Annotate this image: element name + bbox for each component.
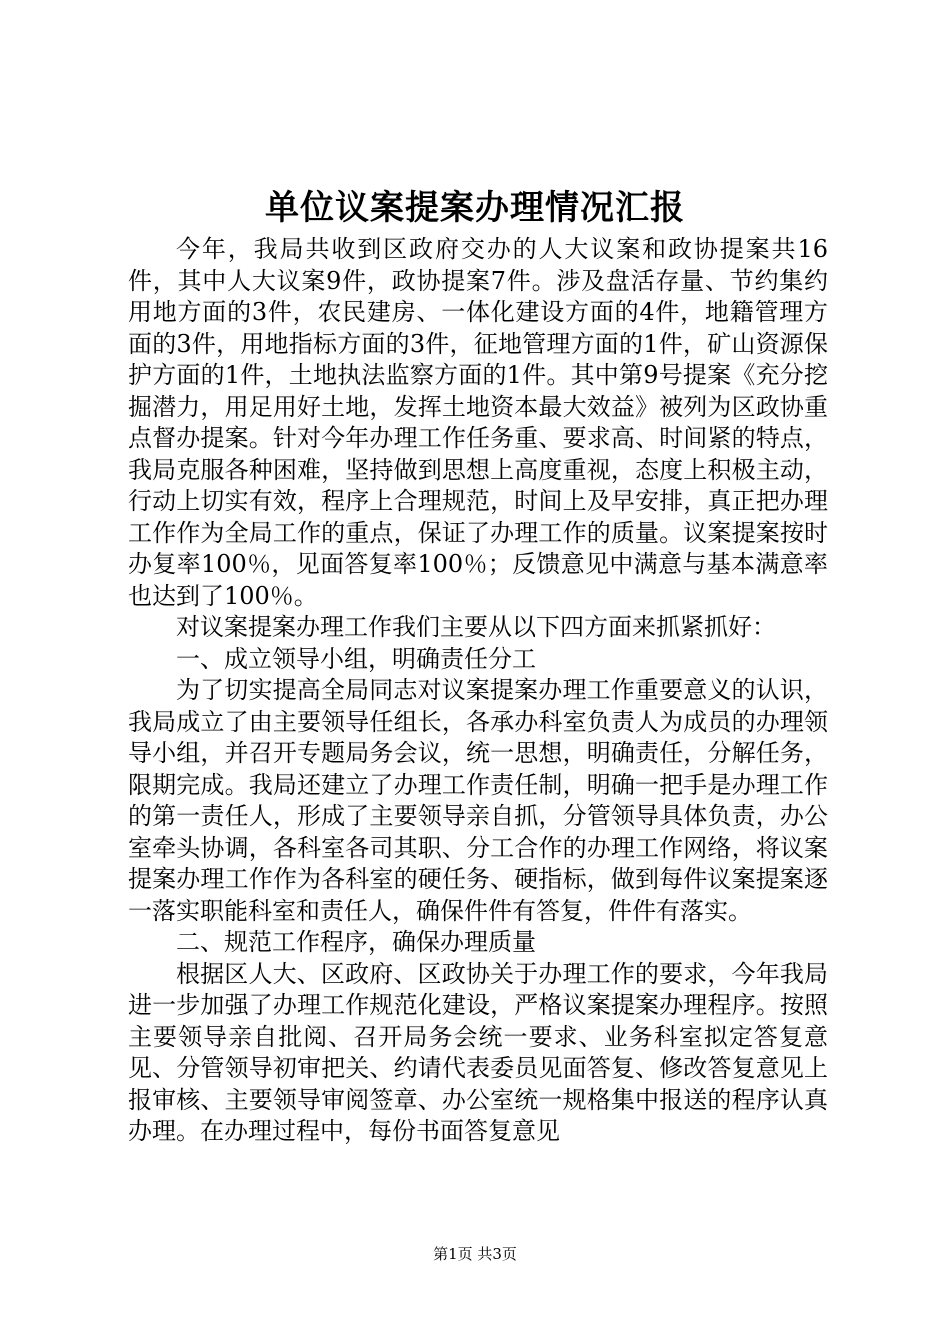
paragraph-overview: 今年，我局共收到区政府交办的人大议案和政协提案共16件，其中人大议案9件，政协提案7件。涉及盘活存量、节约集约用地方面的3件，农民建房、一体化建设方面的4件，地籍管理方面的3件，用地指标方面的3件，征地管理方面的1件，矿山资源保护方面的1件，土地执法监察方面的1件。其中第9号提案《充分挖掘潜力，用足用好土地，发挥土地资本最大效益》被列为区政协重点督办提案。针对今年办理工作任务重、要求高、时间紧的特点，我局克服各种困难，坚持做到思想上高度重视，态度上积极主动，行动上切实有效，程序上合理规范，时间上及早安排，真正把办理工作作为全局工作的重点，保证了办理工作的质量。议案提案按时办复率100％，见面答复率100％；反馈意见中满意与基本满意率也达到了100％。 bbox=[128, 235, 828, 610]
document-title: 单位议案提案办理情况汇报 bbox=[265, 188, 685, 228]
document-body bbox=[128, 234, 828, 1148]
paragraph-intro-four-aspects: 对议案提案办理工作我们主要从以下四方面来抓紧抓好： bbox=[176, 613, 776, 641]
page-footer: 第1页 共3页 bbox=[433, 1245, 517, 1263]
section-heading-2: 二、规范工作程序，确保办理质量 bbox=[176, 928, 536, 956]
section-heading-1: 一、成立领导小组，明确责任分工 bbox=[176, 644, 536, 673]
paragraph-section-2: 根据区人大、区政府、区政协关于办理工作的要求，今年我局进一步加强了办理工作规范化建设，严格议案提案办理程序。按照主要领导亲自批阅、召开局务会统一要求、业务科室拟定答复意见、分管领导初审把关、约请代表委员见面答复、修改答复意见上报审核、主要领导审阅签章、办公室统一规格集中报送的程序认真办理。在办理过程中，每份书面答复意见 bbox=[128, 959, 828, 1145]
paragraph-section-1: 为了切实提高全局同志对议案提案办理工作重要意义的认识，我局成立了由主要领导任组长，各承办科室负责人为成员的办理领导小组，并召开专题局务会议，统一思想，明确责任，分解任务，限期完成。我局还建立了办理工作责任制，明确一把手是办理工作的第一责任人，形成了主要领导亲自抓，分管领导具体负责，办公室牵头协调，各科室各司其职、分工合作的办理工作网络，将议案提案办理工作作为各科室的硬任务、硬指标，做到每件议案提案逐一落实职能科室和责任人，确保件件有答复，件件有落实。 bbox=[128, 676, 828, 925]
